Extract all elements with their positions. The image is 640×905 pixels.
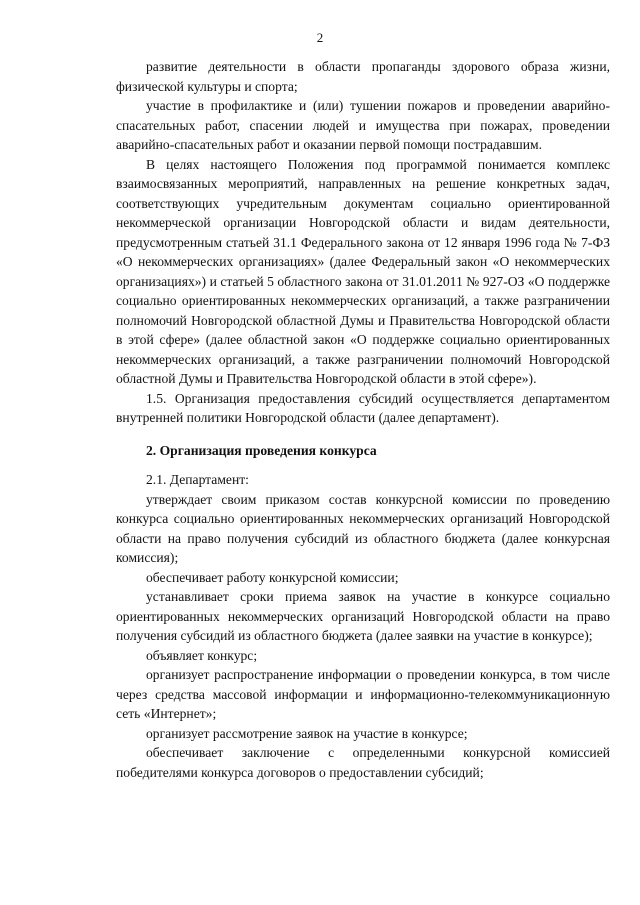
spacer [116,460,610,470]
paragraph: участие в профилактике и (или) тушении пожаров и проведении аварийно-спасательных работ, спасении людей и имущества при пожарах, проведении аварийно-спасательных работ и оказании первой помощи пострадавшим. [116,98,610,152]
paragraph: В целях настоящего Положения под программой понимается комплекс взаимосвязанных мероприятий, направленных на решение конкретных задач, соответствующих учредительным документам социально ориентированной некоммерческой организации Новгородской области и видам деятельности, предусмотренным статьей 31.1 Федерального закона от 12 января 1996 года № 7-ФЗ «О некоммерческих организациях» (далее Федеральный закон «О некоммерческих организациях») и статьей 5 областного закона от 31.01.2011 № 927-ОЗ «О поддержке социально ориентированных некоммерческих организаций, а также разграничении полномочий Новгородской областной Думы и Правительства Новгородской области в этой сфере» (далее областной закон «О поддержке социально ориентированных некоммерческих организаций, а также разграничении полномочий Новгородской областной Думы и Правительства Новгородской области в этой сфере»). [116,156,610,386]
paragraph: утверждает своим приказом состав конкурсной комиссии по проведению конкурса социально ориентированных некоммерческих организаций Новгородской области на право получения субсидий из областного бюджета (далее конкурсная комиссия); [116,491,610,565]
paragraph: организует распространение информации о проведении конкурса, в том числе через средства массовой информации и информационно-телекоммуникационную сеть «Интернет»; [116,667,610,721]
paragraph: организует рассмотрение заявок на участие в конкурсе; [146,725,468,741]
paragraph: 2.1. Департамент: [146,472,249,487]
paragraph: устанавливает сроки приема заявок на участие в конкурсе социально ориентированных некоммерческих организаций Новгородской области на право получения субсидий из областного бюджета (далее заявки на участие в конкурсе); [116,589,610,643]
paragraph: 1.5. Организация предоставления субсидий осуществляется департаментом внутренней политики Новгородской области (далее департамент). [116,390,610,425]
paragraph: обеспечивает заключение с определенными конкурсной комиссией победителями конкурса договоров о предоставлении субсидий; [116,745,610,780]
paragraph: обеспечивает работу конкурсной комиссии; [146,569,399,585]
spacer [116,428,610,441]
paragraph: объявляет конкурс; [146,647,258,663]
paragraph: развитие деятельности в области пропаганды здорового образа жизни, физической культуры и спорта; [116,59,610,94]
section-heading: 2. Организация проведения конкурса [146,442,377,458]
page-number: 2 [316,30,324,45]
document-body [116,57,610,782]
